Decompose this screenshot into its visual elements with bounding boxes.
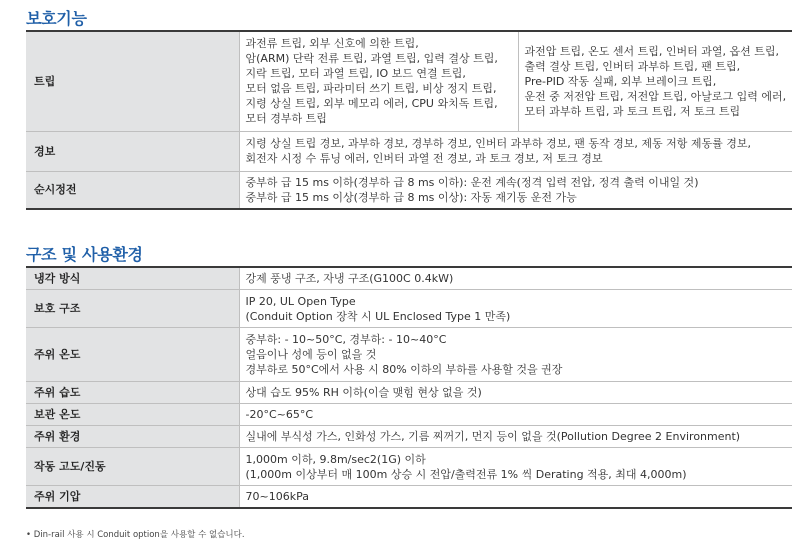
row-value [239,448,792,486]
table-row [26,404,792,426]
row-label: 냉각 방식 [26,267,239,290]
row-value [239,328,792,382]
row-label: 순시정전 [26,171,239,209]
row-label: 트립 [26,31,239,131]
value-line: 경부하로 50°C에서 사용 시 80% 이하의 부하를 사용할 것을 권장 [245,363,563,376]
footnote: • Din-rail 사용 시 Conduit option을 사용할 수 없습니다. [26,530,245,540]
row-label: 주위 온도 [26,328,239,382]
value-line: 중부하: - 10~50°C, 경부하: - 10~40°C [245,333,447,346]
row-label: 보호 구조 [26,290,239,328]
list-item: 중부하 급 15 ms 이하(경부하 급 8 ms 이하): 운전 계속(정격 입력 전압, 정격 출력 이내일 것) [245,175,699,189]
trip-list-left [239,31,518,131]
table-row [26,448,792,486]
row-label: 경보 [26,131,239,171]
list-item: Pre-PID 작동 실패, 외부 브레이크 트립, [524,74,717,88]
row-label: 보관 온도 [26,404,239,426]
list-item: 모터 없음 트립, 파라미터 쓰기 트립, 비상 정지 트립, [245,82,497,96]
value-line: 실내에 부식성 가스, 인화성 가스, 기름 찌꺼기, 먼지 등이 없을 것(Pollution Degree 2 Environment) [245,430,741,443]
row-value [239,486,792,509]
list-item: 회전자 시정 수 튜닝 에러, 인버터 과열 전 경보, 과 토크 경보, 저 토크 경보 [245,152,603,165]
row-value [239,267,792,290]
table-row-trip [26,31,792,131]
row-value [239,426,792,448]
list-item: 과전압 트립, 온도 센서 트립, 인버터 과열, 옵션 트립, [524,44,779,58]
list-item: 암(ARM) 단락 전류 트립, 과열 트립, 입력 결상 트립, [245,52,498,66]
list-item: 지령 상실 트립, 외부 메모리 에러, CPU 와치독 트립, [245,97,498,111]
table-row [26,486,792,509]
table-row [26,290,792,328]
list-item: 운전 중 저전압 트립, 저전압 트립, 아날로그 입력 에러, [524,89,787,103]
table-row [26,382,792,404]
protection-table [26,30,792,210]
row-label: 작동 고도/진동 [26,448,239,486]
protection-section-title: 보호기능 [26,9,87,28]
row-label: 주위 기압 [26,486,239,509]
list-item: 모터 과부하 트립, 과 토크 트립, 저 토크 트립 [524,104,741,118]
environment-section-title: 구조 및 사용환경 [26,245,143,264]
power-loss-list [239,171,792,209]
value-line: 강제 풍냉 구조, 자냉 구조(G100C 0.4kW) [245,272,454,285]
table-row-power-loss [26,171,792,209]
row-value [239,382,792,404]
table-row-alarm [26,131,792,171]
list-item: 지락 트립, 모터 과열 트립, IO 보드 연결 트립, [245,67,466,81]
table-row [26,267,792,290]
list-item: 중부하 급 15 ms 이상(경부하 급 8 ms 이상): 자동 재기동 운전 가능 [245,190,577,204]
row-value [239,404,792,426]
value-line: (1,000m 이상부터 매 100m 상승 시 전압/출력전류 1% 씩 Derating 적용, 최대 4,000m) [245,467,687,481]
row-label: 주위 환경 [26,426,239,448]
list-item: 지령 상실 트립 경보, 과부하 경보, 경부하 경보, 인버터 과부하 경보, 팬 동작 경보, 제동 저항 제동률 경보, [245,137,751,150]
value-line: 상대 습도 95% RH 이하(이슬 맺힘 현상 없을 것) [245,386,482,399]
row-label: 주위 습도 [26,382,239,404]
table-row [26,328,792,382]
trip-list-right [518,31,792,131]
row-value [239,290,792,328]
list-item: 출력 결상 트립, 인버터 과부하 트립, 팬 트립, [524,59,741,73]
alarm-list [239,131,792,171]
list-item: 모터 경부하 트립 [245,112,327,126]
list-item: 과전류 트립, 외부 신호에 의한 트립, [245,37,419,51]
value-line: IP 20, UL Open Type [245,294,356,308]
value-line: 1,000m 이하, 9.8m/sec2(1G) 이하 [245,452,426,466]
value-line: 얼음이나 성에 등이 없을 것 [245,348,377,361]
value-line: 70~106kPa [245,490,309,503]
table-row [26,426,792,448]
environment-table [26,266,792,509]
value-line: -20°C~65°C [245,408,314,421]
value-line: (Conduit Option 장착 시 UL Enclosed Type 1 만족) [245,309,511,323]
